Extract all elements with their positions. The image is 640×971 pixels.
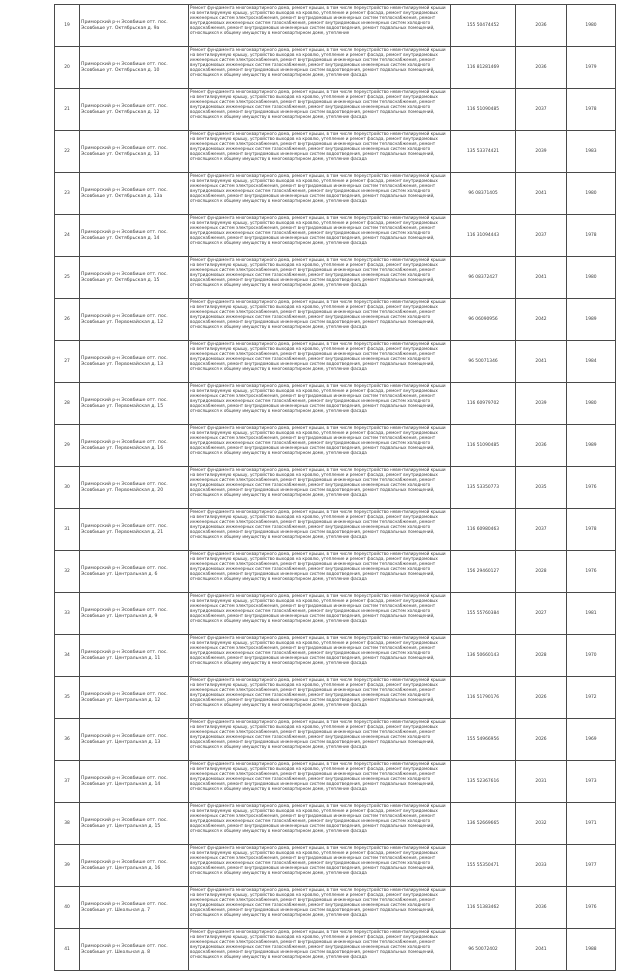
planned-year-cell: 2033 [516, 845, 567, 887]
work-list-cell [189, 425, 451, 467]
work-text: Ремонт фундамента многоквартирного дома, ремонт крыши, в том числе переустройство невентилируемой крыши на вентилируемую крышу, устройство выходов на кровлю, утепление и ремонт фасада, ремонт внутридомовых инженерных систем электроснабжения, ремонт внутридомовых инженерных систем теплоснабжения, ремонт внутридомовых инженерных систем газоснабжения, ремонт внутридомовых инженерных систем холодного водоснабжения, ремонт внутридомовых инженерных систем водоотведения, ремонт подвальных помещений, относящихся к общему имуществу в многоквартирном доме, утепление фасада [190, 635, 446, 666]
row-number: 38 [55, 803, 80, 845]
cost-cell: 96 06090956 [451, 299, 516, 341]
row-number: 20 [55, 47, 80, 89]
build-year-cell: 1976 [567, 887, 616, 929]
row-number: 35 [55, 677, 80, 719]
address-cell [80, 425, 189, 467]
work-text: Ремонт фундамента многоквартирного дома, ремонт крыши, в том числе переустройство невентилируемой крыши на вентилируемую крышу, устройство выходов на кровлю, утепление и ремонт фасада, ремонт внутридомовых инженерных систем электроснабжения, ремонт внутридомовых инженерных систем теплоснабжения, ремонт внутридомовых инженерных систем газоснабжения, ремонт внутридомовых инженерных систем холодного водоснабжения, ремонт внутридомовых инженерных систем водоотведения, ремонт подвальных помещений, относящихся к общему имуществу в многоквартирном доме, утепление фасада [190, 47, 446, 78]
row-number: 37 [55, 761, 80, 803]
planned-year-cell: 2037 [516, 509, 567, 551]
address-text: Приморский р-н Эсовбише отт. пос. Эсовбише ут. Центральная д. 6 [81, 565, 168, 577]
work-list-cell [189, 887, 451, 929]
work-list-cell [189, 635, 451, 677]
build-year-cell: 1978 [567, 509, 616, 551]
address-text: Приморский р-н Эсовбише отт. пос. Эсовбише ут. Центральная д. 9 [81, 607, 168, 619]
table-row [55, 845, 616, 887]
address-cell [80, 299, 189, 341]
planned-year-cell: 2041 [516, 257, 567, 299]
address-cell [80, 341, 189, 383]
address-cell [80, 383, 189, 425]
build-year-cell: 1978 [567, 89, 616, 131]
table-row [55, 929, 616, 971]
build-year-cell: 1984 [567, 341, 616, 383]
cost-cell: 135 52367616 [451, 761, 516, 803]
work-list-cell [189, 719, 451, 761]
work-text: Ремонт фундамента многоквартирного дома, ремонт крыши, в том числе переустройство невентилируемой крыши на вентилируемую крышу, устройство выходов на кровлю, утепление и ремонт фасада, ремонт внутридомовых инженерных систем электроснабжения, ремонт внутридомовых инженерных систем теплоснабжения, ремонт внутридомовых инженерных систем газоснабжения, ремонт внутридомовых инженерных систем холодного водоснабжения, ремонт внутридомовых инженерных систем водоотведения, ремонт подвальных помещений, относящихся к общему имуществу в многоквартирном доме, утепление фасада [190, 467, 446, 498]
row-number: 19 [55, 5, 80, 47]
cost-cell: 136 52669665 [451, 803, 516, 845]
planned-year-cell: 2042 [516, 299, 567, 341]
build-year-cell: 1989 [567, 425, 616, 467]
address-cell [80, 677, 189, 719]
address-text: Приморский р-н Эсовбише отт. пос. Эсовбише ут. Центральная д. 16 [81, 859, 168, 871]
table-row [55, 5, 616, 47]
work-list-cell [189, 467, 451, 509]
planned-year-cell: 2041 [516, 929, 567, 971]
work-list-cell [189, 383, 451, 425]
address-text: Приморский р-н Эсовбише отт. пос. Эсовбише ут. Октябрьская д. 15 [81, 271, 168, 283]
planned-year-cell: 2027 [516, 593, 567, 635]
address-text: Приморский р-н Эсовбише отт. пос. Эсовбише ут. Центральная д. 11 [81, 649, 168, 661]
address-cell [80, 5, 189, 47]
cost-cell: 116 51090485 [451, 89, 516, 131]
cost-cell: 116 51790176 [451, 677, 516, 719]
row-number: 31 [55, 509, 80, 551]
address-text: Приморский р-н Эсовбише отт. пос. Эсовбише ут. Октябрьская д. 10 [81, 61, 168, 73]
work-text: Ремонт фундамента многоквартирного дома, ремонт крыши, в том числе переустройство невентилируемой крыши на вентилируемую крышу, устройство выходов на кровлю, утепление и ремонт фасада, ремонт внутридомовых инженерных систем электроснабжения, ремонт внутридомовых инженерных систем теплоснабжения, ремонт внутридомовых инженерных систем газоснабжения, ремонт внутридомовых инженерных систем холодного водоснабжения, ремонт внутридомовых инженерных систем водоотведения, ремонт подвальных помещений, относящихся к общему имуществу в многоквартирном доме, утепление фасада [190, 887, 446, 918]
address-text: Приморский р-н Эсовбише отт. пос. Эсовбише ут. Октябрьская д. 12 [81, 103, 168, 115]
planned-year-cell: 2041 [516, 173, 567, 215]
row-number: 22 [55, 131, 80, 173]
address-cell [80, 761, 189, 803]
cost-cell: 116 81281469 [451, 47, 516, 89]
row-number: 34 [55, 635, 80, 677]
planned-year-cell: 2039 [516, 131, 567, 173]
cost-cell: 116 31094443 [451, 215, 516, 257]
work-list-cell [189, 215, 451, 257]
row-number: 39 [55, 845, 80, 887]
cost-cell: 135 53350773 [451, 467, 516, 509]
build-year-cell: 1988 [567, 929, 616, 971]
work-text: Ремонт фундамента многоквартирного дома, ремонт крыши, в том числе переустройство невентилируемой крыши на вентилируемую крышу, устройство выходов на кровлю, утепление и ремонт фасада, ремонт внутридомовых инженерных систем электроснабжения, ремонт внутридомовых инженерных систем теплоснабжения, ремонт внутридомовых инженерных систем газоснабжения, ремонт внутридомовых инженерных систем холодного водоснабжения, ремонт внутридомовых инженерных систем водоотведения, ремонт подвальных помещений, относящихся к общему имуществу в многоквартирном доме, утепление фасада [190, 929, 446, 960]
cost-cell: 155 54966956 [451, 719, 516, 761]
build-year-cell: 1976 [567, 551, 616, 593]
address-text: Приморский р-н Эсовбише отт. пос. Эсовбише ут. Октябрьская д. 13а [81, 187, 168, 199]
address-cell [80, 131, 189, 173]
row-number: 33 [55, 593, 80, 635]
cost-cell: 96 08372427 [451, 257, 516, 299]
build-year-cell: 1976 [567, 467, 616, 509]
row-number: 21 [55, 89, 80, 131]
cost-cell: 156 29460127 [451, 551, 516, 593]
address-cell [80, 593, 189, 635]
cost-cell: 155 55350471 [451, 845, 516, 887]
planned-year-cell: 2036 [516, 887, 567, 929]
address-cell [80, 509, 189, 551]
address-text: Приморский р-н Эсовбише отт. пос. Эсовбише ут. Октябрьская д. 14 [81, 229, 168, 241]
address-cell [80, 257, 189, 299]
work-text: Ремонт фундамента многоквартирного дома, ремонт крыши, в том числе переустройство невентилируемой крыши на вентилируемую крышу, устройство выходов на кровлю, утепление и ремонт фасада, ремонт внутридомовых инженерных систем электроснабжения, ремонт внутридомовых инженерных систем теплоснабжения, ремонт внутридомовых инженерных систем газоснабжения, ремонт внутридомовых инженерных систем холодного водоснабжения, ремонт внутридомовых инженерных систем водоотведения, ремонт подвальных помещений, относящихся к общему имуществу в многоквартирном доме, утепление [190, 5, 446, 36]
planned-year-cell: 2032 [516, 803, 567, 845]
work-list-cell [189, 677, 451, 719]
work-text: Ремонт фундамента многоквартирного дома, ремонт крыши, в том числе переустройство невентилируемой крыши на вентилируемую крышу, устройство выходов на кровлю, утепление и ремонт фасада, ремонт внутридомовых инженерных систем электроснабжения, ремонт внутридомовых инженерных систем теплоснабжения, ремонт внутридомовых инженерных систем газоснабжения, ремонт внутридомовых инженерных систем холодного водоснабжения, ремонт внутридомовых инженерных систем водоотведения, ремонт подвальных помещений, относящихся к общему имуществу в многоквартирном доме, утепление фасада [190, 425, 446, 456]
cost-cell: 96 50071346 [451, 341, 516, 383]
address-text: Приморский р-н Эсовбише отт. пос. Эсовбише ут. Октябрьская д. 9а [81, 19, 168, 31]
cost-cell: 96 50072402 [451, 929, 516, 971]
work-text: Ремонт фундамента многоквартирного дома, ремонт крыши, в том числе переустройство невентилируемой крыши на вентилируемую крышу, устройство выходов на кровлю, утепление и ремонт фасада, ремонт внутридомовых инженерных систем электроснабжения, ремонт внутридомовых инженерных систем теплоснабжения, ремонт внутридомовых инженерных систем газоснабжения, ремонт внутридомовых инженерных систем холодного водоснабжения, ремонт внутридомовых инженерных систем водоотведения, ремонт подвальных помещений, относящихся к общему имуществу в многоквартирном доме, утепление фасада [190, 761, 446, 792]
row-number: 26 [55, 299, 80, 341]
address-text: Приморский р-н Эсовбише отт. пос. Эсовбише ут. Школьная д. 8 [81, 943, 168, 955]
build-year-cell: 1969 [567, 719, 616, 761]
row-number: 40 [55, 887, 80, 929]
planned-year-cell: 2037 [516, 89, 567, 131]
row-number: 24 [55, 215, 80, 257]
address-text: Приморский р-н Эсовбише отт. пос. Эсовбише ут. Первомайская д. 20 [81, 481, 168, 493]
capital-repair-table [54, 4, 616, 971]
work-text: Ремонт фундамента многоквартирного дома, ремонт крыши, в том числе переустройство невентилируемой крыши на вентилируемую крышу, устройство выходов на кровлю, утепление и ремонт фасада, ремонт внутридомовых инженерных систем электроснабжения, ремонт внутридомовых инженерных систем теплоснабжения, ремонт внутридомовых инженерных систем газоснабжения, ремонт внутридомовых инженерных систем холодного водоснабжения, ремонт внутридомовых инженерных систем водоотведения, ремонт подвальных помещений, относящихся к общему имуществу в многоквартирном доме, утепление фасада [190, 677, 446, 708]
address-cell [80, 845, 189, 887]
build-year-cell: 1978 [567, 215, 616, 257]
address-text: Приморский р-н Эсовбише отт. пос. Эсовбише ут. Первомайская д. 16 [81, 439, 168, 451]
address-text: Приморский р-н Эсовбише отт. пос. Эсовбише ут. Центральная д. 14 [81, 775, 168, 787]
address-text: Приморский р-н Эсовбише отт. пос. Эсовбише ут. Центральная д. 13 [81, 733, 168, 745]
address-text: Приморский р-н Эсовбише отт. пос. Эсовбише ут. Школьная д. 7 [81, 901, 168, 913]
address-text: Приморский р-н Эсовбише отт. пос. Эсовбише ут. Октябрьская д. 13 [81, 145, 168, 157]
work-list-cell [189, 929, 451, 971]
build-year-cell: 1989 [567, 299, 616, 341]
row-number: 36 [55, 719, 80, 761]
build-year-cell: 1972 [567, 677, 616, 719]
work-list-cell [189, 299, 451, 341]
work-text: Ремонт фундамента многоквартирного дома, ремонт крыши, в том числе переустройство невентилируемой крыши на вентилируемую крышу, устройство выходов на кровлю, утепление и ремонт фасада, ремонт внутридомовых инженерных систем электроснабжения, ремонт внутридомовых инженерных систем теплоснабжения, ремонт внутридомовых инженерных систем газоснабжения, ремонт внутридомовых инженерных систем холодного водоснабжения, ремонт внутридомовых инженерных систем водоотведения, ремонт подвальных помещений, относящихся к общему имуществу в многоквартирном доме, утепление фасада [190, 131, 446, 162]
planned-year-cell: 2028 [516, 551, 567, 593]
work-text: Ремонт фундамента многоквартирного дома, ремонт крыши, в том числе переустройство невентилируемой крыши на вентилируемую крышу, устройство выходов на кровлю, утепление и ремонт фасада, ремонт внутридомовых инженерных систем электроснабжения, ремонт внутридомовых инженерных систем теплоснабжения, ремонт внутридомовых инженерных систем газоснабжения, ремонт внутридомовых инженерных систем холодного водоснабжения, ремонт внутридомовых инженерных систем водоотведения, ремонт подвальных помещений, относящихся к общему имуществу в многоквартирном доме, утепление фасада [190, 593, 446, 624]
table-row [55, 383, 616, 425]
table-row [55, 47, 616, 89]
work-text: Ремонт фундамента многоквартирного дома, ремонт крыши, в том числе переустройство невентилируемой крыши на вентилируемую крышу, устройство выходов на кровлю, утепление и ремонт фасада, ремонт внутридомовых инженерных систем электроснабжения, ремонт внутридомовых инженерных систем теплоснабжения, ремонт внутридомовых инженерных систем газоснабжения, ремонт внутридомовых инженерных систем холодного водоснабжения, ремонт внутридомовых инженерных систем водоотведения, ремонт подвальных помещений, относящихся к общему имуществу в многоквартирном доме, утепление фасада [190, 383, 446, 414]
work-text: Ремонт фундамента многоквартирного дома, ремонт крыши, в том числе переустройство невентилируемой крыши на вентилируемую крышу, устройство выходов на кровлю, утепление и ремонт фасада, ремонт внутридомовых инженерных систем электроснабжения, ремонт внутридомовых инженерных систем теплоснабжения, ремонт внутридомовых инженерных систем газоснабжения, ремонт внутридомовых инженерных систем холодного водоснабжения, ремонт внутридомовых инженерных систем водоотведения, ремонт подвальных помещений, относящихся к общему имуществу в многоквартирном доме, утепление фасада [190, 257, 446, 288]
work-list-cell [189, 89, 451, 131]
address-cell [80, 719, 189, 761]
row-number: 41 [55, 929, 80, 971]
planned-year-cell: 2035 [516, 467, 567, 509]
row-number: 25 [55, 257, 80, 299]
build-year-cell: 1981 [567, 593, 616, 635]
build-year-cell: 1973 [567, 761, 616, 803]
row-number: 27 [55, 341, 80, 383]
planned-year-cell: 2039 [516, 383, 567, 425]
table-row [55, 89, 616, 131]
work-list-cell [189, 593, 451, 635]
planned-year-cell: 2037 [516, 215, 567, 257]
work-text: Ремонт фундамента многоквартирного дома, ремонт крыши, в том числе переустройство невентилируемой крыши на вентилируемую крышу, устройство выходов на кровлю, утепление и ремонт фасада, ремонт внутридомовых инженерных систем электроснабжения, ремонт внутридомовых инженерных систем теплоснабжения, ремонт внутридомовых инженерных систем газоснабжения, ремонт внутридомовых инженерных систем холодного водоснабжения, ремонт внутридомовых инженерных систем водоотведения, ремонт подвальных помещений, относящихся к общему имуществу в многоквартирном доме, утепление фасада [190, 215, 446, 246]
address-text: Приморский р-н Эсовбише отт. пос. Эсовбише ут. Центральная д. 15 [81, 817, 168, 829]
address-cell [80, 551, 189, 593]
table-row [55, 215, 616, 257]
build-year-cell: 1980 [567, 383, 616, 425]
work-text: Ремонт фундамента многоквартирного дома, ремонт крыши, в том числе переустройство невентилируемой крыши на вентилируемую крышу, устройство выходов на кровлю, утепление и ремонт фасада, ремонт внутридомовых инженерных систем электроснабжения, ремонт внутридомовых инженерных систем теплоснабжения, ремонт внутридомовых инженерных систем газоснабжения, ремонт внутридомовых инженерных систем холодного водоснабжения, ремонт внутридомовых инженерных систем водоотведения, ремонт подвальных помещений, относящихся к общему имуществу в многоквартирном доме, утепление фасада [190, 845, 446, 876]
address-cell [80, 89, 189, 131]
table-row [55, 341, 616, 383]
work-list-cell [189, 551, 451, 593]
work-list-cell [189, 5, 451, 47]
work-list-cell [189, 131, 451, 173]
planned-year-cell: 2028 [516, 635, 567, 677]
work-list-cell [189, 173, 451, 215]
work-text: Ремонт фундамента многоквартирного дома, ремонт крыши, в том числе переустройство невентилируемой крыши на вентилируемую крышу, устройство выходов на кровлю, утепление и ремонт фасада, ремонт внутридомовых инженерных систем электроснабжения, ремонт внутридомовых инженерных систем теплоснабжения, ремонт внутридомовых инженерных систем газоснабжения, ремонт внутридомовых инженерных систем холодного водоснабжения, ремонт внутридомовых инженерных систем водоотведения, ремонт подвальных помещений, относящихся к общему имуществу в многоквартирном доме, утепление фасада [190, 803, 446, 834]
row-number: 32 [55, 551, 80, 593]
cost-cell: 135 53374421 [451, 131, 516, 173]
address-cell [80, 929, 189, 971]
work-text: Ремонт фундамента многоквартирного дома, ремонт крыши, в том числе переустройство невентилируемой крыши на вентилируемую крышу, устройство выходов на кровлю, утепление и ремонт фасада, ремонт внутридомовых инженерных систем электроснабжения, ремонт внутридомовых инженерных систем теплоснабжения, ремонт внутридомовых инженерных систем газоснабжения, ремонт внутридомовых инженерных систем холодного водоснабжения, ремонт внутридомовых инженерных систем водоотведения, ремонт подвальных помещений, относящихся к общему имуществу в многоквартирном доме, утепление фасада [190, 719, 446, 750]
address-cell [80, 635, 189, 677]
work-text: Ремонт фундамента многоквартирного дома, ремонт крыши, в том числе переустройство невентилируемой крыши на вентилируемую крышу, устройство выходов на кровлю, утепление и ремонт фасада, ремонт внутридомовых инженерных систем электроснабжения, ремонт внутридомовых инженерных систем теплоснабжения, ремонт внутридомовых инженерных систем газоснабжения, ремонт внутридомовых инженерных систем холодного водоснабжения, ремонт внутридомовых инженерных систем водоотведения, ремонт подвальных помещений, относящихся к общему имуществу в многоквартирном доме, утепление фасада [190, 551, 446, 582]
table-row [55, 425, 616, 467]
table-row [55, 551, 616, 593]
address-text: Приморский р-н Эсовбише отт. пос. Эсовбише ут. Центральная д. 12 [81, 691, 168, 703]
table-row [55, 131, 616, 173]
build-year-cell: 1971 [567, 803, 616, 845]
cost-cell: 116 51383462 [451, 887, 516, 929]
work-list-cell [189, 47, 451, 89]
build-year-cell: 1980 [567, 173, 616, 215]
planned-year-cell: 2036 [516, 5, 567, 47]
table-row [55, 467, 616, 509]
address-text: Приморский р-н Эсовбише отт. пос. Эсовбише ут. Первомайская д. 21 [81, 523, 168, 535]
work-list-cell [189, 761, 451, 803]
address-cell [80, 887, 189, 929]
cost-cell: 155 50474452 [451, 5, 516, 47]
work-list-cell [189, 257, 451, 299]
planned-year-cell: 2036 [516, 425, 567, 467]
table-row [55, 719, 616, 761]
address-text: Приморский р-н Эсовбише отт. пос. Эсовбише ут. Первомайская д. 13 [81, 355, 168, 367]
cost-cell: 116 60980463 [451, 509, 516, 551]
planned-year-cell: 2031 [516, 761, 567, 803]
planned-year-cell: 2041 [516, 341, 567, 383]
row-number: 28 [55, 383, 80, 425]
cost-cell: 116 60979702 [451, 383, 516, 425]
address-text: Приморский р-н Эсовбише отт. пос. Эсовбише ут. Первомайская д. 15 [81, 397, 168, 409]
planned-year-cell: 2026 [516, 719, 567, 761]
table-row [55, 761, 616, 803]
table-body [55, 5, 616, 971]
cost-cell: 96 08371405 [451, 173, 516, 215]
work-text: Ремонт фундамента многоквартирного дома, ремонт крыши, в том числе переустройство невентилируемой крыши на вентилируемую крышу, устройство выходов на кровлю, утепление и ремонт фасада, ремонт внутридомовых инженерных систем электроснабжения, ремонт внутридомовых инженерных систем теплоснабжения, ремонт внутридомовых инженерных систем газоснабжения, ремонт внутридомовых инженерных систем холодного водоснабжения, ремонт внутридомовых инженерных систем водоотведения, ремонт подвальных помещений, относящихся к общему имуществу в многоквартирном доме, утепление фасада [190, 509, 446, 540]
table-row [55, 509, 616, 551]
table-row [55, 677, 616, 719]
work-list-cell [189, 803, 451, 845]
table-row [55, 593, 616, 635]
table-row [55, 887, 616, 929]
build-year-cell: 1979 [567, 47, 616, 89]
address-cell [80, 47, 189, 89]
table-row [55, 803, 616, 845]
table-row [55, 299, 616, 341]
cost-cell: 136 50660143 [451, 635, 516, 677]
work-text: Ремонт фундамента многоквартирного дома, ремонт крыши, в том числе переустройство невентилируемой крыши на вентилируемую крышу, устройство выходов на кровлю, утепление и ремонт фасада, ремонт внутридомовых инженерных систем электроснабжения, ремонт внутридомовых инженерных систем теплоснабжения, ремонт внутридомовых инженерных систем газоснабжения, ремонт внутридомовых инженерных систем холодного водоснабжения, ремонт внутридомовых инженерных систем водоотведения, ремонт подвальных помещений, относящихся к общему имуществу в многоквартирном доме, утепление фасада [190, 299, 446, 330]
row-number: 30 [55, 467, 80, 509]
work-list-cell [189, 341, 451, 383]
work-text: Ремонт фундамента многоквартирного дома, ремонт крыши, в том числе переустройство невентилируемой крыши на вентилируемую крышу, устройство выходов на кровлю, утепление и ремонт фасада, ремонт внутридомовых инженерных систем электроснабжения, ремонт внутридомовых инженерных систем теплоснабжения, ремонт внутридомовых инженерных систем газоснабжения, ремонт внутридомовых инженерных систем холодного водоснабжения, ремонт внутридомовых инженерных систем водоотведения, ремонт подвальных помещений, относящихся к общему имуществу в многоквартирном доме, утепление фасада [190, 89, 446, 120]
cost-cell: 116 51090485 [451, 425, 516, 467]
build-year-cell: 1977 [567, 845, 616, 887]
build-year-cell: 1983 [567, 131, 616, 173]
work-list-cell [189, 845, 451, 887]
address-cell [80, 173, 189, 215]
address-cell [80, 467, 189, 509]
cost-cell: 155 55760384 [451, 593, 516, 635]
table-row [55, 173, 616, 215]
work-list-cell [189, 509, 451, 551]
work-text: Ремонт фундамента многоквартирного дома, ремонт крыши, в том числе переустройство невентилируемой крыши на вентилируемую крышу, устройство выходов на кровлю, утепление и ремонт фасада, ремонт внутридомовых инженерных систем электроснабжения, ремонт внутридомовых инженерных систем теплоснабжения, ремонт внутридомовых инженерных систем газоснабжения, ремонт внутридомовых инженерных систем холодного водоснабжения, ремонт внутридомовых инженерных систем водоотведения, ремонт подвальных помещений, относящихся к общему имуществу в многоквартирном доме, утепление фасада [190, 341, 446, 372]
address-text: Приморский р-н Эсовбише отт. пос. Эсовбише ут. Первомайская д. 12 [81, 313, 168, 325]
build-year-cell: 1980 [567, 257, 616, 299]
planned-year-cell: 2026 [516, 677, 567, 719]
table-row [55, 635, 616, 677]
address-cell [80, 803, 189, 845]
address-cell [80, 215, 189, 257]
planned-year-cell: 2036 [516, 47, 567, 89]
build-year-cell: 1970 [567, 635, 616, 677]
table-row [55, 257, 616, 299]
work-text: Ремонт фундамента многоквартирного дома, ремонт крыши, в том числе переустройство невентилируемой крыши на вентилируемую крышу, устройство выходов на кровлю, утепление и ремонт фасада, ремонт внутридомовых инженерных систем электроснабжения, ремонт внутридомовых инженерных систем теплоснабжения, ремонт внутридомовых инженерных систем газоснабжения, ремонт внутридомовых инженерных систем холодного водоснабжения, ремонт внутридомовых инженерных систем водоотведения, ремонт подвальных помещений, относящихся к общему имуществу в многоквартирном доме, утепление фасада [190, 173, 446, 204]
build-year-cell: 1980 [567, 5, 616, 47]
row-number: 23 [55, 173, 80, 215]
row-number: 29 [55, 425, 80, 467]
